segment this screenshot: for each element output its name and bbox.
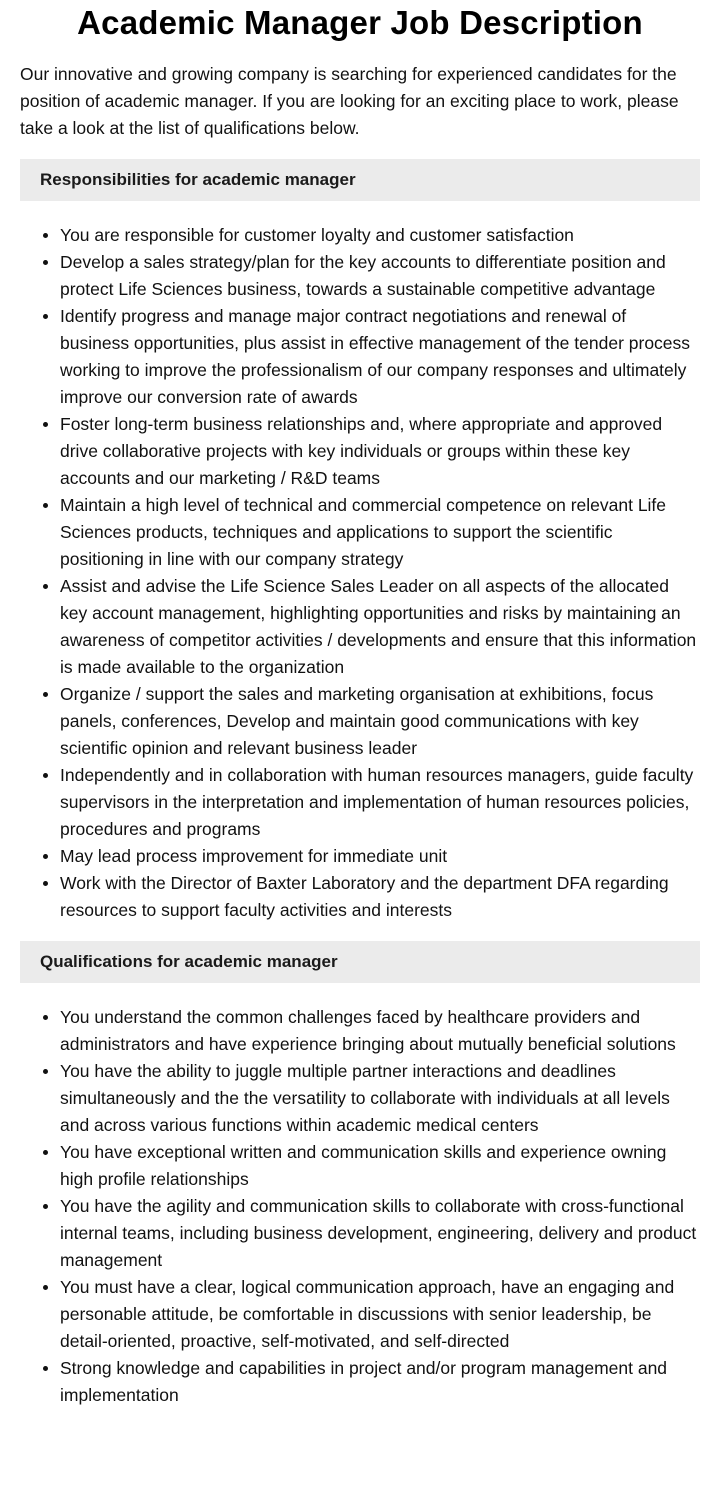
list-item: Organize / support the sales and marketing organisation at exhibitions, focus panels, conferences, Develop and maintain good communications with key scientific opinion and relevant business leader [60, 681, 700, 762]
page-title: Academic Manager Job Description [77, 4, 643, 41]
list-item: Maintain a high level of technical and commercial competence on relevant Life Sciences products, techniques and applications to support the scientific positioning in line with our company strategy [60, 492, 700, 573]
list-item: Develop a sales strategy/plan for the key accounts to differentiate position and protect Life Sciences business, towards a sustainable competitive advantage [60, 249, 700, 303]
responsibilities-list [20, 222, 700, 924]
list-item: You must have a clear, logical communication approach, have an engaging and personable attitude, be comfortable in discussions with senior leadership, be detail-oriented, proactive, self-motivated, and self-directed [60, 1274, 700, 1355]
list-item: Work with the Director of Baxter Laboratory and the department DFA regarding resources to support faculty activities and interests [60, 870, 700, 924]
qualifications-heading: Qualifications for academic manager [20, 941, 700, 983]
list-item: You have the agility and communication skills to collaborate with cross-functional internal teams, including business development, engineering, delivery and product management [60, 1193, 700, 1274]
list-item: Strong knowledge and capabilities in project and/or program management and implementation [60, 1355, 700, 1409]
list-item: Independently and in collaboration with human resources managers, guide faculty supervisors in the interpretation and implementation of human resources policies, procedures and programs [60, 762, 700, 843]
list-item: Identify progress and manage major contract negotiations and renewal of business opportunities, plus assist in effective management of the tender process working to improve the professionalism of our company responses and ultimately improve our conversion rate of awards [60, 303, 700, 411]
list-item: May lead process improvement for immediate unit [60, 843, 700, 870]
responsibilities-heading: Responsibilities for academic manager [20, 159, 700, 201]
list-item: You understand the common challenges faced by healthcare providers and administrators and have experience bringing about mutually beneficial solutions [60, 1004, 700, 1058]
list-item: You are responsible for customer loyalty and customer satisfaction [60, 222, 700, 249]
qualifications-list [20, 1004, 700, 1409]
intro-paragraph: Our innovative and growing company is searching for experienced candidates for the position of academic manager. If you are looking for an exciting place to work, please take a look at the list of qualifications below. [20, 64, 679, 138]
list-item: Foster long-term business relationships and, where appropriate and approved drive collaborative projects with key individuals or groups within these key accounts and our marketing / R&D teams [60, 411, 700, 492]
list-item: Assist and advise the Life Science Sales Leader on all aspects of the allocated key account management, highlighting opportunities and risks by maintaining an awareness of competitor activities / developments and ensure that this information is made available to the organization [60, 573, 700, 681]
list-item: You have exceptional written and communication skills and experience owning high profile relationships [60, 1139, 700, 1193]
list-item: You have the ability to juggle multiple partner interactions and deadlines simultaneously and the the versatility to collaborate with individuals at all levels and across various functions within academic medical centers [60, 1058, 700, 1139]
